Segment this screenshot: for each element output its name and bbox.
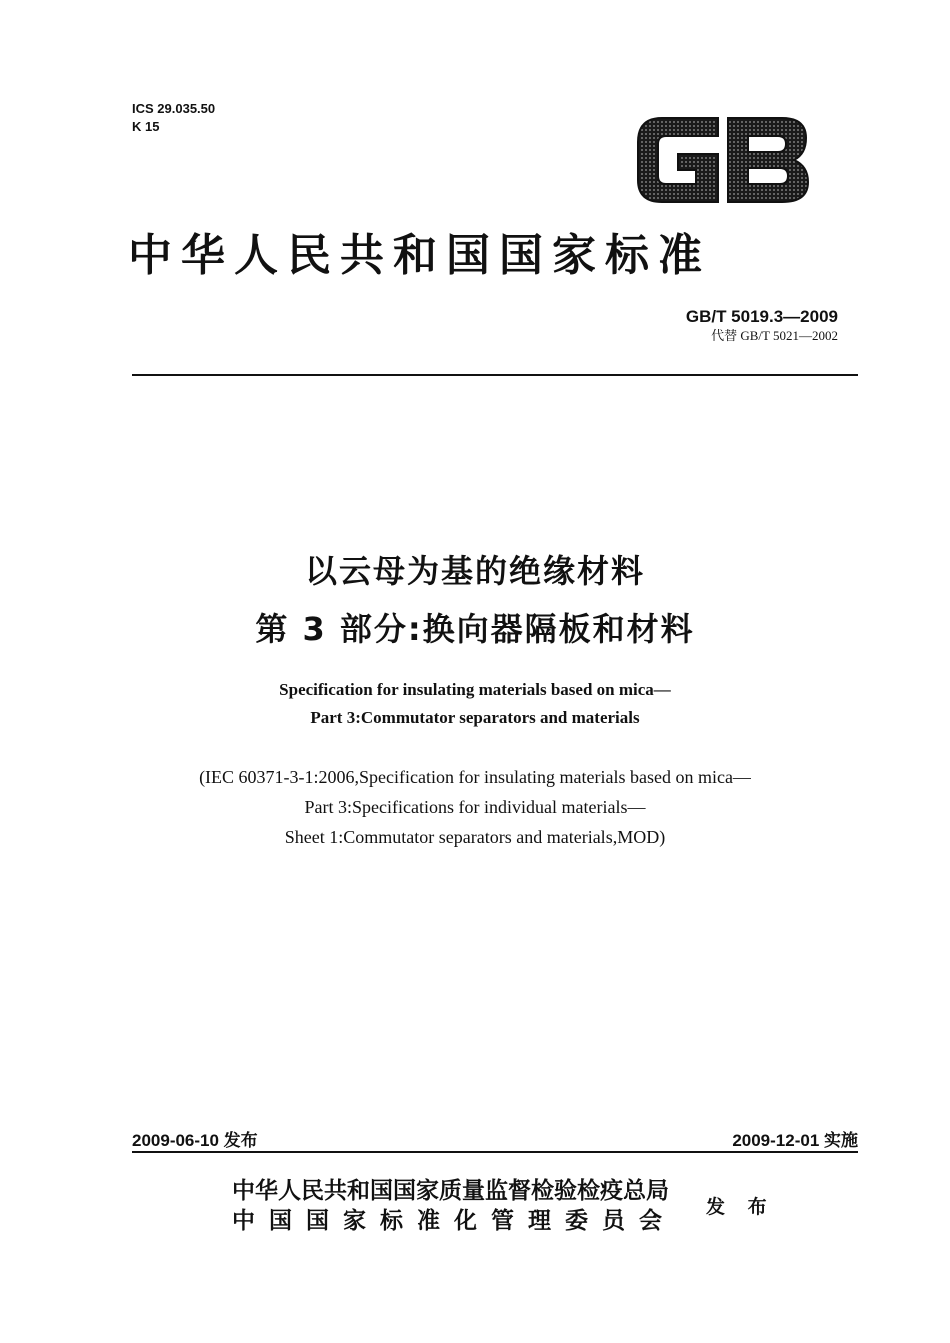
classification-codes	[132, 100, 215, 136]
iec-reference-line3: Sheet 1:Commutator separators and materials,MOD)	[284, 827, 666, 847]
issue-date: 2009-06-10 发布	[132, 1131, 258, 1150]
chinese-title-line2: 第 3 部分:换向器隔板和材料	[255, 610, 695, 648]
english-title-line1: Specification for insulating materials based on mica—	[279, 680, 671, 699]
bottom-divider	[132, 1151, 858, 1153]
ccs-code: K 15	[132, 119, 160, 134]
iec-reference-line1: (IEC 60371-3-1:2006,Specification for insulating materials based on mica—	[199, 767, 751, 787]
gb-logo-icon	[632, 108, 814, 210]
issuer-aqsiq: 中华人民共和国国家质量监督检验检疫总局	[232, 1178, 669, 1204]
ics-code: ICS 29.035.50	[132, 101, 216, 116]
iec-reference-line2: Part 3:Specifications for individual materials—	[304, 797, 646, 817]
national-standard-title: 中华人民共和国国家标准	[128, 230, 711, 281]
top-divider	[132, 374, 858, 376]
issuer-sac: 中国国家标准化管理委员会	[232, 1208, 676, 1234]
implementation-date: 2009-12-01 实施	[732, 1131, 858, 1150]
publish-label: 发 布	[706, 1196, 775, 1218]
chinese-title-line1: 以云母为基的绝缘材料	[304, 552, 645, 590]
english-title-line2: Part 3:Commutator separators and materials	[310, 708, 640, 727]
replaced-standard: 代替 GB/T 5021—2002	[711, 328, 838, 343]
standard-number: GB/T 5019.3—2009	[685, 307, 838, 326]
